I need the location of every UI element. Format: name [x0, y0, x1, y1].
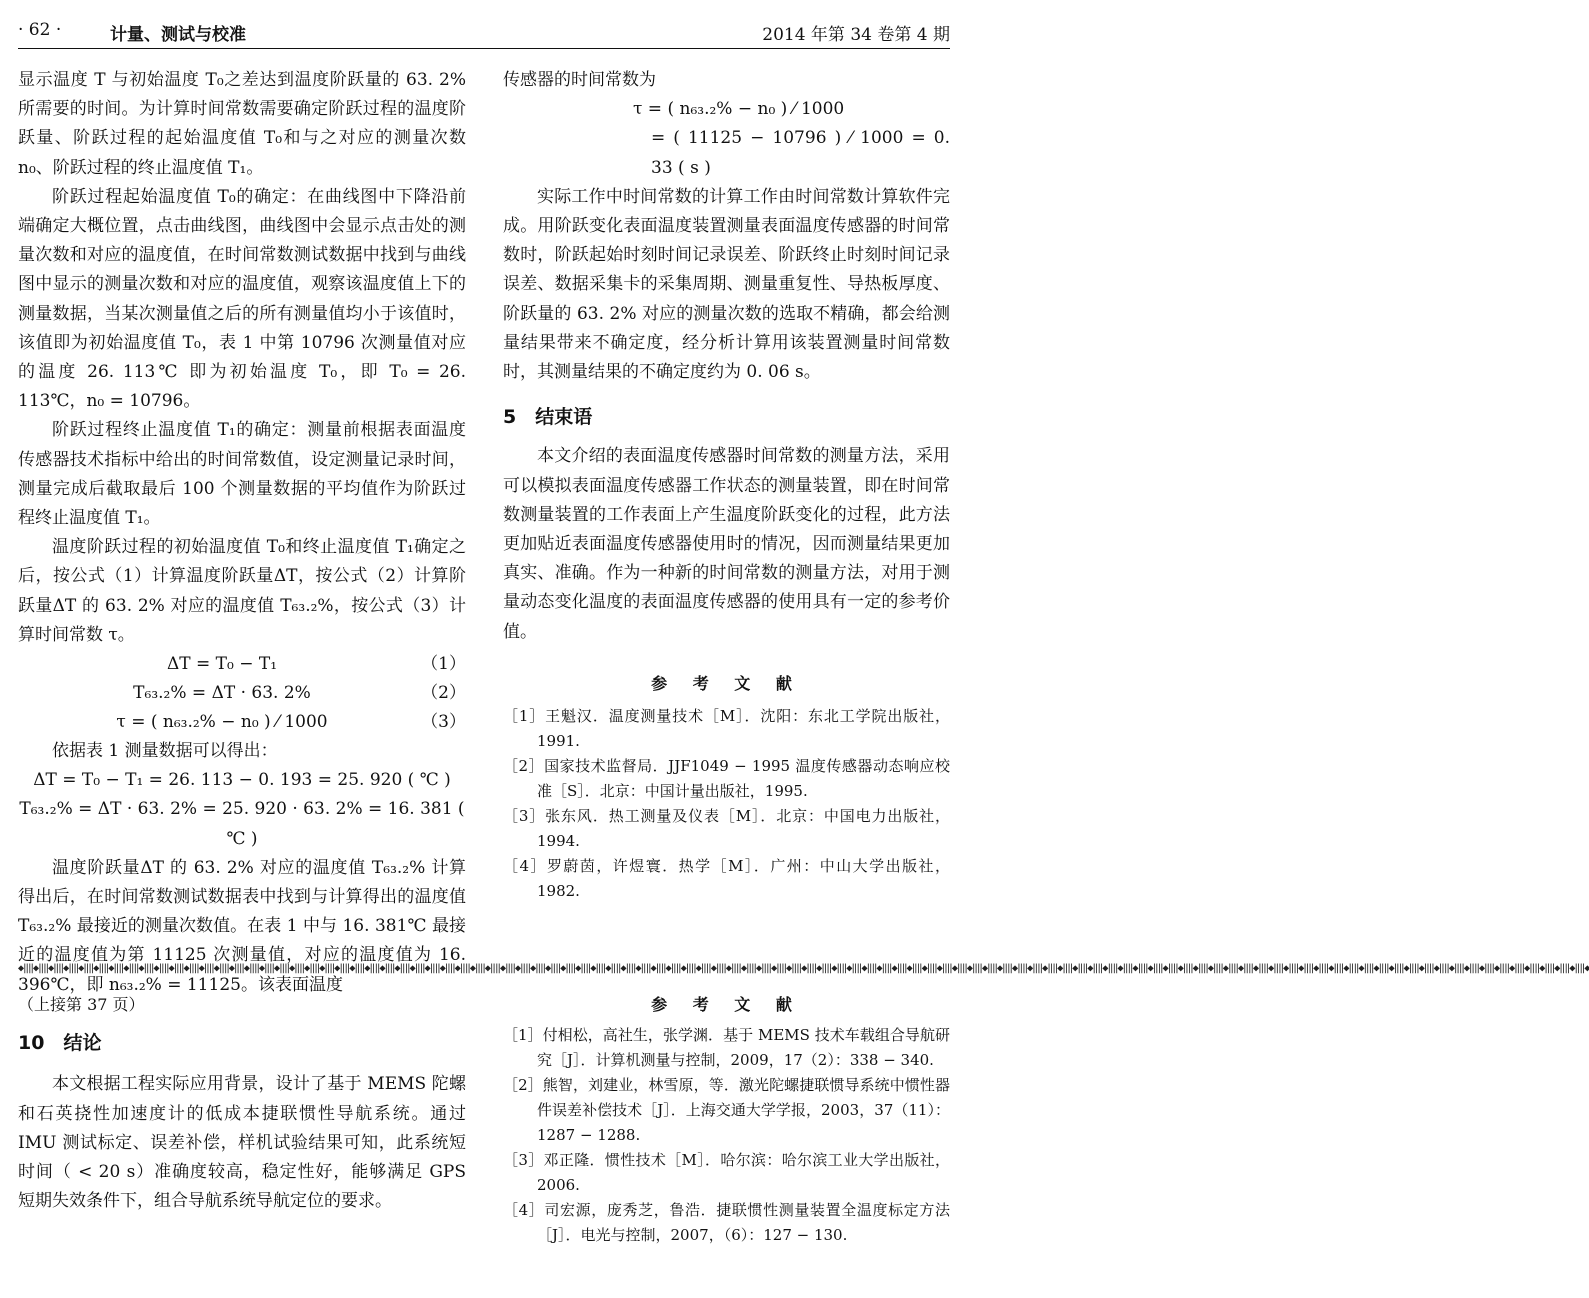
- left-column-bottom: [18, 990, 466, 1216]
- page-number: · 62 ·: [18, 20, 62, 40]
- equation-number: （3）: [421, 712, 466, 733]
- reference-item: ［1］王魁汉．温度测量技术［M］．沈阳：东北工学院出版社，1991.: [503, 707, 950, 751]
- paragraph: 本文根据工程实际应用背景，设计了基于 MEMS 陀螺和石英挠性加速度计的低成本捷联惯性导航系统。通过 IMU 测试标定、误差补偿，样机试验结果可知，此系统短时间（ < 20 s）准确度较高，稳定性好，能够满足 GPS 短期失效条件下，组合导航系统导航定位的要求。: [18, 1074, 466, 1212]
- continuation-note: （上接第 37 页）: [18, 995, 145, 1014]
- paragraph: 显示温度 T 与初始温度 T₀之差达到温度阶跃量的 63. 2% 所需要的时间。为计算时间常数需要确定阶跃过程的温度阶跃量、阶跃过程的起始温度值 T₀和与之对应的测量次数 n₀、阶跃过程的终止温度值 T₁。: [18, 70, 466, 178]
- paragraph: 实际工作中时间常数的计算工作由时间常数计算软件完成。用阶跃变化表面温度装置测量表面温度传感器的时间常数时，阶跃起始时刻时间记录误差、阶跃终止时刻时间记录误差、数据采集卡的采集周期、测量重复性、导热板厚度、阶跃量的 63. 2% 对应的测量次数的选取不精确，都会给测量结果带来不确定度，经分析计算用该装置测量时间常数时，其测量结果的不确定度约为 0. 06 s。: [503, 186, 950, 383]
- paragraph: 温度阶跃量ΔT 的 63. 2% 对应的温度值 T₆₃.₂% 计算得出后，在时间常数测试数据表中找到与计算得出的温度值 T₆₃.₂% 最接近的测量次数值。在表 1 中与 16. 381℃ 最接近的温度值为第 11125 次测量值，对应的温度值为 16. 396℃，即 n₆₃.₂% = 11125。该表面温度: [18, 857, 466, 995]
- equation-3: τ = ( n₆₃.₂% − n₀ ) ⁄ 1000 （3）: [18, 708, 466, 737]
- equation-tau-value: = ( 11125 − 10796 ) ⁄ 1000 = 0. 33 ( s ): [651, 128, 950, 178]
- reference-item: ［4］司宏源，庞秀芝，鲁浩．捷联惯性测量装置全温度标定方法［J］．电光与控制，2007，（6）：127 − 130.: [503, 1201, 950, 1245]
- equation-number: （1）: [421, 654, 466, 675]
- reference-item: ［2］熊智，刘建业，林雪原，等．激光陀螺捷联惯导系统中惯性器件误差补偿技术［J］．上海交通大学学报，2003，37（11）：1287 − 1288.: [503, 1076, 950, 1145]
- paragraph: 依据表 1 测量数据可以得出：: [52, 741, 278, 762]
- paragraph: 温度阶跃过程的初始温度值 T₀和终止温度值 T₁确定之后，按公式（1）计算温度阶跃量ΔT，按公式（2）计算阶跃量ΔT 的 63. 2% 对应的温度值 T₆₃.₂%，按公式（3）计算时间常数 τ。: [18, 537, 466, 645]
- reference-item: ［2］国家技术监督局．JJF1049 − 1995 温度传感器动态响应校准［S］．北京：中国计量出版社，1995.: [503, 757, 950, 801]
- ornamental-divider: ◆‖‖◆‖‖◆‖‖◆‖‖◆‖‖◆‖‖◆‖‖◆‖‖◆‖‖◆‖‖◆‖‖◆‖‖◆‖‖◆‖‖◆‖‖◆‖‖◆‖‖◆‖‖◆‖‖◆‖‖◆‖‖◆‖‖◆‖‖◆‖‖◆‖‖◆‖‖◆‖‖◆‖‖◆‖‖◆‖‖◆‖‖◆‖‖◆‖‖◆‖‖◆‖‖◆‖‖◆‖‖◆‖‖◆‖‖◆‖‖◆‖‖◆‖‖◆‖‖◆‖‖◆‖‖◆‖‖◆‖‖◆‖‖◆‖‖◆‖‖◆‖‖◆‖‖◆‖‖◆‖‖◆‖‖◆‖‖◆‖‖◆‖‖◆‖‖◆‖‖◆‖‖◆‖‖◆‖‖◆‖‖◆‖‖◆‖‖◆‖‖◆‖‖◆‖‖◆‖‖◆‖‖◆‖‖◆‖‖◆‖‖◆‖‖◆‖‖◆‖‖◆‖‖◆‖‖◆‖‖◆‖‖◆‖‖◆‖‖◆‖‖◆‖‖◆‖‖◆‖‖◆‖‖◆‖‖◆‖‖◆‖‖◆‖‖◆‖‖◆‖‖◆‖‖◆‖‖◆‖‖◆‖‖◆‖‖◆‖‖◆‖‖◆‖‖◆‖‖◆‖‖◆: [18, 963, 1589, 974]
- journal-section: 计量、测试与校准: [110, 25, 246, 45]
- paragraph: 阶跃过程终止温度值 T₁的确定：测量前根据表面温度传感器技术指标中给出的时间常数值，设定测量记录时间，测量完成后截取最后 100 个测量数据的平均值作为阶跃过程终止温度值 T₁。: [18, 420, 466, 529]
- equation-number: （2）: [421, 683, 466, 704]
- paragraph: 阶跃过程起始温度值 T₀的确定：在曲线图中下降沿前端确定大概位置，点击曲线图，曲线图中会显示点击处的测量次数和对应的温度值，在时间常数测试数据中找到与曲线图中显示的测量次数和对应的温度值，观察该温度值上下的测量数据，当某次测量值之后的所有测量值均小于该值时，该值即为初始温度值 T₀，表 1 中第 10796 次测量值对应的温度 26. 113℃ 即为初始温度 T₀，即 T₀ = 26. 113℃，n₀ = 10796。: [18, 186, 466, 412]
- references-title: 参 考 文 献: [651, 673, 802, 693]
- calculation: T₆₃.₂% = ΔT · 63. 2% = 25. 920 · 63. 2% = 16. 381 ( ℃ ): [19, 799, 465, 849]
- running-header: [18, 20, 950, 46]
- section-title: 10 结论: [18, 1032, 102, 1055]
- paragraph: 本文介绍的表面温度传感器时间常数的测量方法，采用可以模拟表面温度传感器工作状态的测量装置，即在时间常数测量装置的工作表面上产生温度阶跃变化的过程，此方法更加贴近表面温度传感器使用时的情况，因而测量结果更加真实、准确。作为一种新的时间常数的测量方法，对用于测量动态变化温度的表面温度传感器的使用具有一定的参考价值。: [503, 446, 950, 642]
- right-column-bottom: [503, 990, 950, 1248]
- reference-item: ［4］罗蔚茵，许煜寰．热学［M］．广州：中山大学出版社，1982.: [503, 857, 950, 901]
- references-title: 参 考 文 献: [651, 995, 802, 1014]
- reference-item: ［3］邓正隆．惯性技术［M］．哈尔滨：哈尔滨工业大学出版社，2006.: [503, 1151, 950, 1195]
- calculation: ΔT = T₀ − T₁ = 26. 113 − 0. 193 = 25. 920 ( ℃ ): [33, 770, 451, 791]
- issue-info: 2014 年第 34 卷第 4 期: [762, 25, 950, 45]
- header-rule: [18, 48, 950, 49]
- section-title: 5 结束语: [503, 406, 593, 429]
- paragraph: 传感器的时间常数为: [503, 70, 656, 90]
- reference-item: ［1］付相松，高社生，张学渊．基于 MEMS 技术车载组合导航研究［J］．计算机测量与控制，2009，17（2）：338 − 340.: [503, 1026, 950, 1070]
- right-column-top: [503, 66, 950, 904]
- equation-1: ΔT = T₀ − T₁ （1）: [18, 650, 466, 679]
- equation-tau: τ = ( n₆₃.₂% − n₀ ) ⁄ 1000: [633, 99, 845, 120]
- left-column-top: [18, 66, 466, 1000]
- reference-item: ［3］张东风．热工测量及仪表［M］．北京：中国电力出版社，1994.: [503, 807, 950, 851]
- equation-2: T₆₃.₂% = ΔT · 63. 2% （2）: [18, 679, 466, 708]
